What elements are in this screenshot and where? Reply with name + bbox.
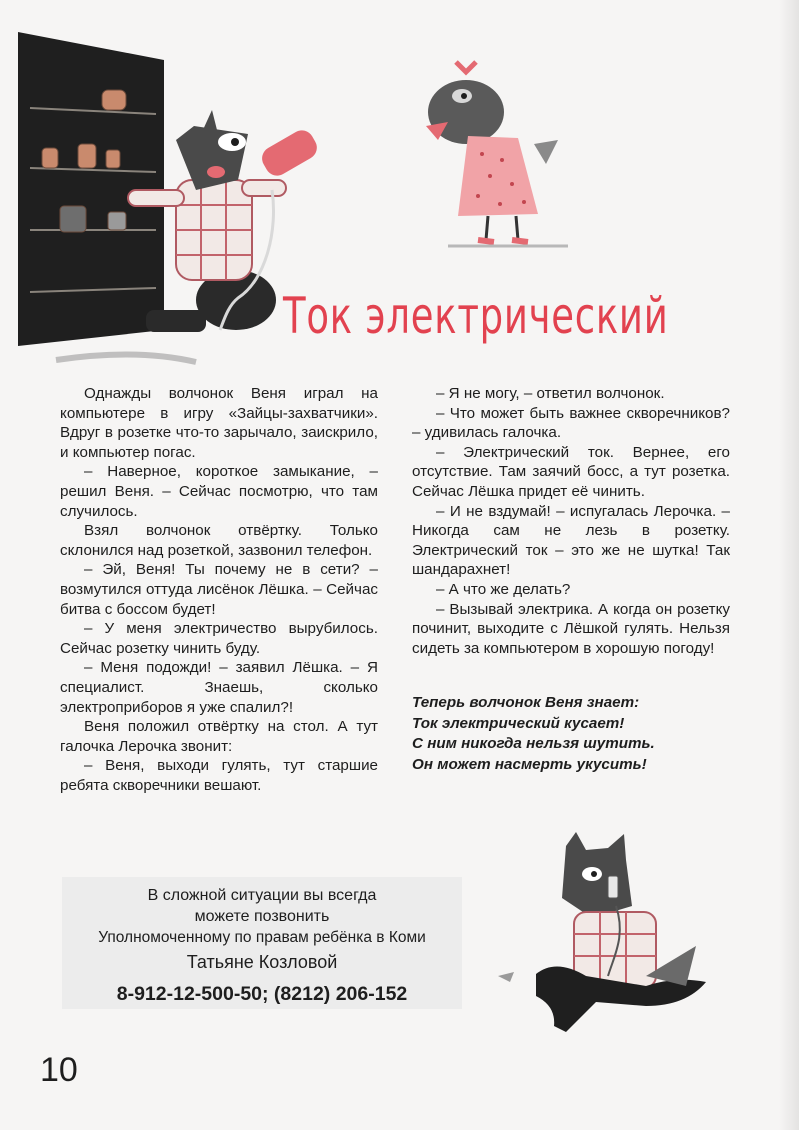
paragraph: – Я не могу, – ответил волчонок. [436,385,665,402]
paragraph: – И не вздумай! – испугалась Лерочка. – Никогда сам не лезь в розетку. Электрический ток – это же не шутка! Так шандарахнет! [412,502,730,579]
paragraph: – Наверное, короткое замыкание, – решил Веня. – Сейчас посмотрю, что там случилось. [60,463,378,520]
paragraph: – У меня электричество вырубилось. Сейчас розетку чинить буду. [60,620,378,657]
wolf-with-hairdryer-illustration [16,30,326,380]
poem-line: Он может насмерть укусить! [412,755,647,773]
ombudsman-name: Татьяне Козловой [186,952,338,972]
paragraph: Взял волчонок отвёртку. Только склонился над розеткой, зазвонил телефон. [60,522,378,559]
paragraph: – Веня, выходи гулять, тут старшие ребята скворечники вешают. [60,757,378,794]
paragraph: – Эй, Веня! Ты почему не в сети? – возмутился оттуда лисёнок Лёшка. – Сейчас битва с боссом будет! [60,561,378,618]
info-line: В сложной ситуации вы всегда [147,887,377,904]
poem-line: Ток электрический кусает! [412,714,625,732]
paragraph: – Что может быть важнее скворечников? – удивилась галочка. [412,404,730,442]
paragraph: – А что же делать? [436,580,571,598]
poem-line: Теперь волчонок Веня знает: [412,694,640,711]
paragraph: Однажды волчонок Веня играл на компьютере в игру «Зайцы-захватчики». Вдруг в розетке что-то зарычало, заискрило, и компьютер погас. [60,385,378,461]
moral-poem [412,693,732,775]
info-line: можете позвонить [194,908,330,925]
paragraph: Веня положил отвёртку на стол. А тут галочка Лерочка звонит: [60,718,378,755]
helpline-info-box [62,877,462,1009]
wolf-on-phone-illustration [496,826,722,1044]
paragraph: – Меня подожди! – заявил Лёшка. – Я специалист. Знаешь, сколько электроприборов я уже спалил?! [60,659,378,716]
paragraph: – Вызывай электрика. А когда он розетку починит, выходите с Лёшкой гулять. Нельзя сидеть за компьютером в хорошую погоду! [412,600,730,657]
page-number: 10 [40,1051,78,1089]
page-edge [779,0,799,1130]
paragraph: – Электрический ток. Вернее, его отсутствие. Там заячий босс, а тут розетка. Сейчас Лёшка придет её чинить. [412,443,730,500]
poem-line: С ним никогда нельзя шутить. [412,735,655,752]
story-title: Ток электрический [283,287,669,345]
jackdaw-illustration [418,44,568,250]
phone-numbers: 8-912-12-500-50; (8212) 206-152 [116,983,408,1005]
left-text-column [60,384,378,795]
info-line: Уполномоченному по правам ребёнка в Коми [98,929,426,946]
right-text-column [412,384,730,658]
